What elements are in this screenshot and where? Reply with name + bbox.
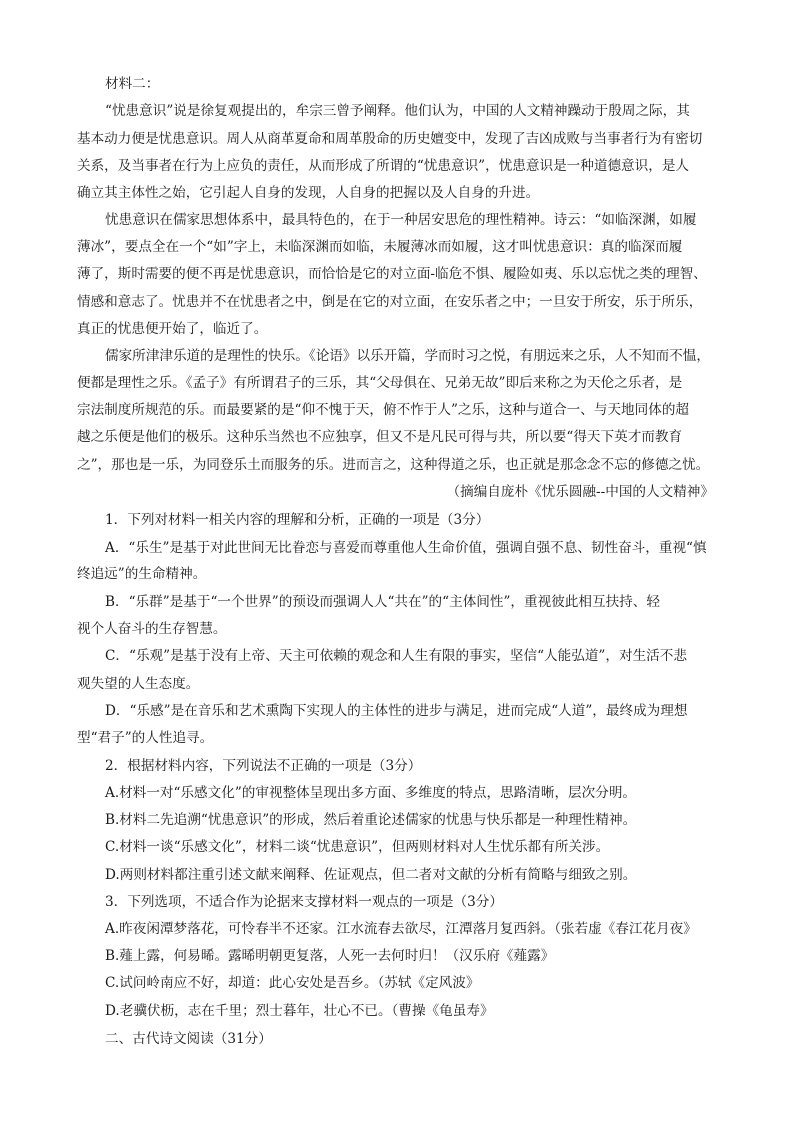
question-option: A.昨夜闲潭梦落花，可怜春半不还家。江水流春去欲尽，江潭落月复西斜。（张若虚《春江花月夜》 <box>105 921 697 937</box>
paragraph-line: 薄了，斯时需要的便不再是忧患意识，而恰恰是它的对立面-临危不惧、履险如夷、乐以忘忧之类的理智、 <box>77 266 707 282</box>
question-option-cont: 观失望的人生态度。 <box>77 676 200 692</box>
question-stem: 1．下列对材料一相关内容的理解和分析，正确的一项是（3分） <box>105 512 490 528</box>
paragraph-line: 忧患意识在儒家思想体系中，最具特色的，在于一种居安思危的理性精神。诗云：“如临深渊，如履 <box>105 212 697 228</box>
paragraph-line: 便都是理性之乐。《孟子》有所谓君子的三乐，其“父母俱在、兄弟无故”即后来称之为天伦之乐者，是 <box>77 375 683 391</box>
question-option: D.老骥伏枥，志在千里；烈士暮年，壮心不已。（曹操《龟虽寿》 <box>105 1003 494 1019</box>
question-option: D.两则材料都注重引述文献来阐释、佐证观点，但二者对文献的分析有简略与细致之别。 <box>105 867 637 883</box>
paragraph-line: 之”，那也是一乐，为同登乐土而服务的乐。进而言之，这种得道之乐，也正就是那念念不忘的修德之忧。 <box>77 457 710 473</box>
question-option: B．“乐群”是基于“一个世界”的预设而强调人人“共在”的“主体间性”，重视彼此相互扶持、轻 <box>105 594 660 610</box>
paragraph-line: “忧患意识”说是徐复观提出的，牟宗三曾予阐释。他们认为，中国的人文精神躁动于殷周之际，其 <box>105 103 690 119</box>
question-option: A.材料一对“乐感文化”的审视整体呈现出多方面、多维度的特点，思路清晰，层次分明。 <box>105 785 637 801</box>
question-stem: 2．根据材料内容，下列说法不正确的一项是（3分） <box>105 758 422 774</box>
question-option: A．“乐生”是基于对此世间无比眷恋与喜爱而尊重他人生命价值，强调自强不息、韧性奋斗，重视“慎 <box>105 540 707 556</box>
question-option-cont: 终追远”的生命精神。 <box>77 566 207 582</box>
paragraph-line: 越之乐便是他们的极乐。这种乐当然也不应独享，但又不是凡民可得与共，所以要“得天下英才而教育 <box>77 429 683 445</box>
question-option: B.材料二先追溯“忧患意识”的形成，然后着重论述儒家的忧患与快乐都是一种理性精神。 <box>105 812 637 828</box>
paragraph-line: 确立其主体性之始，它引起人自身的发现，人自身的把握以及人自身的升进。 <box>77 185 540 201</box>
paragraph-line: 真正的忧患便开始了，临近了。 <box>77 321 268 337</box>
paragraph-line: 情感和意志了。忧患并不在忧患者之中，倒是在它的对立面，在安乐者之中；一旦安于所安，乐于所乐， <box>77 294 703 310</box>
material-heading: 材料二： <box>105 76 160 92</box>
question-option: C.材料一谈“乐感文化”，材料二谈“忧患意识”，但两则材料对人生忧乐都有所关涉。 <box>105 839 610 855</box>
question-option-cont: 型“君子”的人性追寻。 <box>77 730 214 746</box>
question-option: C．“乐观”是基于没有上帝、天主可依赖的观念和人生有限的事实，坚信“人能弘道”，对生活不悲 <box>105 648 687 664</box>
question-stem: 3．下列选项，不适合作为论据来支撑材料一观点的一项是（3分） <box>105 894 503 910</box>
question-option: C.试问岭南应不好，却道：此心安处是吾乡。（苏轼《定风波》 <box>105 975 480 991</box>
paragraph-line: 儒家所津津乐道的是理性的快乐。《论语》以乐开篇，学而时习之悦，有朋远来之乐，人不知而不愠， <box>105 348 710 364</box>
source-citation: （摘编自庞朴《忧乐圆融--中国的人文精神》 <box>446 484 714 500</box>
paragraph-line: 关系，及当事者在行为上应负的责任，从而形成了所谓的“忧患意识”，忧患意识是一种道德意识，是人 <box>77 158 690 174</box>
paragraph-line: 薄冰”，要点全在一个“如”字上，未临深渊而如临，未履薄冰而如履，这才叫忧患意识：真的临深而履 <box>77 239 683 255</box>
question-option: D．“乐感”是在音乐和艺术熏陶下实现人的主体性的进步与满足，进而完成“人道”，最终成为理想 <box>105 703 688 719</box>
paragraph-line: 宗法制度所规范的乐。而最要紧的是“仰不愧于天，俯不怍于人”之乐，这种与道合一、与天地同体的超 <box>77 402 690 418</box>
paragraph-line: 基本动力便是忧患意识。周人从商革夏命和周革殷命的历史嬗变中，发现了吉凶成败与当事者行为有密切 <box>77 131 703 147</box>
section-heading: 二、古代诗文阅读（31分） <box>105 1031 272 1047</box>
question-option-cont: 视个人奋斗的生存智慧。 <box>77 621 227 637</box>
question-option: B.薤上露，何易晞。露晞明朝更复落，人死一去何时归！（汉乐府《薤露》 <box>105 948 555 964</box>
